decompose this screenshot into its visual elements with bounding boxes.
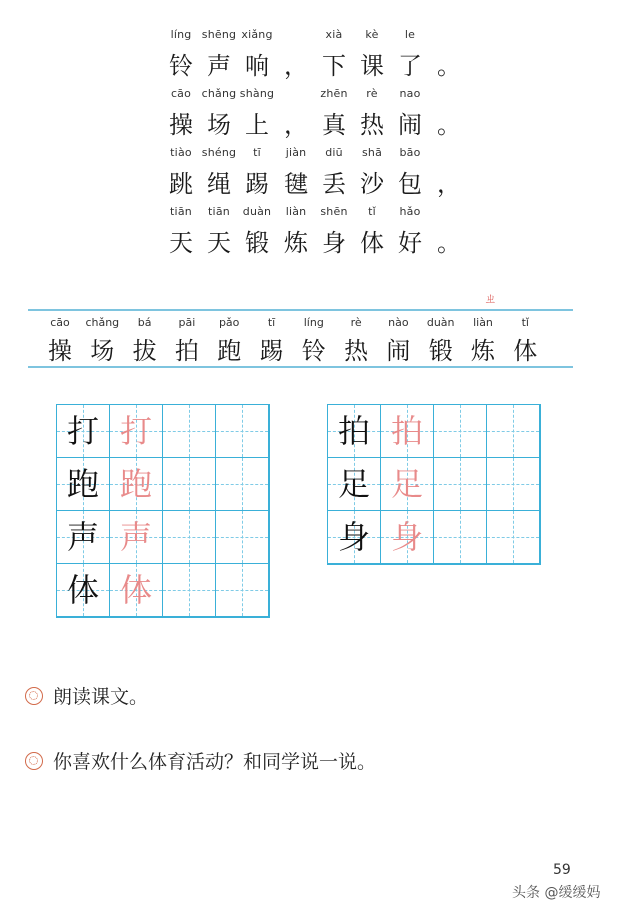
grid-guide-line: [163, 431, 215, 432]
hanzi: 真: [322, 111, 346, 139]
hanzi: 声: [207, 52, 231, 80]
hanzi: 包: [398, 170, 422, 198]
hanzi: 沙: [360, 170, 384, 198]
pinyin: líng: [170, 28, 192, 41]
trace-character: 身: [390, 518, 423, 556]
hanzi: ，: [437, 170, 461, 198]
writing-grid-left: [56, 404, 270, 618]
vocab-hanzi: 踢: [259, 337, 284, 365]
pinyin: shéng: [201, 146, 237, 159]
hanzi: 响: [245, 52, 269, 80]
task-bullet-icon: [25, 752, 43, 770]
hanzi: 。: [437, 229, 461, 257]
hanzi: 课: [360, 52, 384, 80]
trace-character: 打: [119, 412, 152, 450]
vocab-hanzi: 拍: [174, 337, 199, 365]
hanzi: 下: [322, 52, 346, 80]
pinyin: nao: [399, 87, 421, 100]
grid-guide-line: [163, 537, 215, 538]
grid-guide-line: [216, 431, 268, 432]
model-character: 身: [337, 518, 370, 556]
hanzi: 丢: [322, 170, 346, 198]
hanzi: 好: [398, 229, 422, 257]
grid-trace-cell: [381, 458, 434, 511]
hanzi: 操: [169, 111, 193, 139]
hanzi: 天: [169, 229, 193, 257]
vocab-pinyin: bá: [137, 316, 152, 329]
grid-guide-line: [216, 590, 268, 591]
stroke-mark: ㄓ: [484, 292, 498, 307]
model-character: 足: [337, 465, 370, 503]
pinyin: hǎo: [399, 205, 421, 218]
vocab-hanzi: 铃: [301, 337, 326, 365]
grid-model-cell: [57, 405, 110, 458]
trace-character: 拍: [390, 412, 423, 450]
pinyin: xiǎng: [241, 28, 273, 41]
grid-guide-line: [216, 537, 268, 538]
hanzi: 。: [437, 111, 461, 139]
model-character: 拍: [337, 412, 370, 450]
watermark: 头条 @缓缓妈: [512, 885, 601, 901]
grid-empty-cell[interactable]: [163, 405, 216, 458]
grid-guide-line: [487, 537, 539, 538]
grid-model-cell: [328, 511, 381, 564]
model-character: 声: [66, 518, 99, 556]
grid-guide-line: [163, 590, 215, 591]
grid-empty-cell[interactable]: [216, 564, 269, 617]
hanzi: 热: [360, 111, 384, 139]
vocab-pinyin: pāi: [178, 316, 196, 329]
grid-empty-cell[interactable]: [487, 458, 540, 511]
pinyin: shēn: [320, 205, 348, 218]
task-discuss: [25, 747, 376, 774]
hanzi: 毽: [284, 170, 308, 198]
pinyin: xià: [325, 28, 343, 41]
grid-empty-cell[interactable]: [487, 511, 540, 564]
pinyin: rè: [366, 87, 378, 100]
task-discuss-text: 你喜欢什么体育活动？和同学说一说。: [53, 751, 377, 773]
hanzi: 上: [245, 111, 269, 139]
task-read: [25, 682, 148, 709]
grid-guide-line: [434, 537, 486, 538]
hanzi: 铃: [169, 52, 193, 80]
vocab-hanzi: 热: [344, 337, 369, 365]
pinyin: chǎng: [201, 87, 237, 100]
pinyin: shàng: [239, 87, 275, 100]
hanzi: ，: [284, 111, 308, 139]
vocab-pinyin: tī: [267, 316, 276, 329]
vocab-pinyin: pǎo: [218, 316, 240, 329]
model-character: 体: [66, 571, 99, 609]
pinyin: tǐ: [368, 205, 376, 218]
hanzi: ，: [284, 52, 308, 80]
pinyin: jiàn: [285, 146, 307, 159]
vocab-bottom-line: [28, 366, 573, 368]
vocab-hanzi: 场: [90, 337, 115, 365]
pinyin: bāo: [399, 146, 421, 159]
grid-model-cell: [57, 458, 110, 511]
pinyin: liàn: [285, 205, 307, 218]
vocab-hanzi: 体: [513, 337, 538, 365]
writing-grid-right: [327, 404, 541, 565]
vocab-pinyin: tǐ: [521, 316, 529, 329]
task-read-text: 朗读课文。: [53, 686, 149, 708]
vocab-pinyin: chǎng: [85, 316, 120, 329]
grid-trace-cell: [381, 405, 434, 458]
vocab-hanzi: 锻: [428, 337, 453, 365]
grid-trace-cell: [110, 405, 163, 458]
hanzi: 场: [207, 111, 231, 139]
pinyin: duàn: [242, 205, 272, 218]
pinyin: tiān: [170, 205, 192, 218]
pinyin: shā: [361, 146, 383, 159]
vocab-hanzi: 拔: [132, 337, 157, 365]
vocab-pinyin: cāo: [50, 316, 70, 329]
hanzi: 锻: [245, 229, 269, 257]
page-number: 59: [553, 862, 571, 878]
pinyin: zhēn: [320, 87, 348, 100]
hanzi: 踢: [245, 170, 269, 198]
grid-trace-cell: [110, 458, 163, 511]
hanzi: 身: [322, 229, 346, 257]
model-character: 跑: [66, 465, 99, 503]
grid-model-cell: [328, 405, 381, 458]
grid-guide-line: [434, 484, 486, 485]
grid-model-cell: [328, 458, 381, 511]
grid-guide-line: [487, 484, 539, 485]
grid-empty-cell[interactable]: [434, 405, 487, 458]
hanzi: 跳: [169, 170, 193, 198]
hanzi: 天: [207, 229, 231, 257]
grid-trace-cell: [381, 511, 434, 564]
grid-model-cell: [57, 564, 110, 617]
pinyin: kè: [365, 28, 379, 41]
trace-character: 体: [119, 571, 152, 609]
grid-guide-line: [487, 431, 539, 432]
hanzi: 闹: [398, 111, 422, 139]
trace-character: 跑: [119, 465, 152, 503]
grid-guide-line: [216, 484, 268, 485]
vocab-pinyin: nào: [388, 316, 409, 329]
hanzi: 炼: [284, 229, 308, 257]
task-bullet-icon: [25, 687, 43, 705]
grid-guide-line: [434, 431, 486, 432]
vocab-pinyin: rè: [350, 316, 362, 329]
grid-trace-cell: [110, 511, 163, 564]
grid-empty-cell[interactable]: [163, 458, 216, 511]
grid-empty-cell[interactable]: [487, 405, 540, 458]
hanzi: 绳: [207, 170, 231, 198]
pinyin: tiào: [170, 146, 192, 159]
vocab-pinyin: liàn: [473, 316, 493, 329]
trace-character: 足: [390, 465, 423, 503]
vocab-hanzi: 操: [48, 337, 72, 365]
grid-trace-cell: [110, 564, 163, 617]
grid-model-cell: [57, 511, 110, 564]
pinyin: tiān: [208, 205, 230, 218]
grid-guide-line: [163, 484, 215, 485]
pinyin: cāo: [170, 87, 192, 100]
grid-empty-cell[interactable]: [216, 405, 269, 458]
vocab-hanzi: 炼: [471, 337, 495, 365]
grid-empty-cell[interactable]: [163, 511, 216, 564]
vocab-hanzi: 闹: [386, 337, 411, 365]
grid-empty-cell[interactable]: [216, 511, 269, 564]
model-character: 打: [66, 412, 99, 450]
pinyin: diū: [325, 146, 343, 159]
grid-empty-cell[interactable]: [163, 564, 216, 617]
trace-character: 声: [119, 518, 152, 556]
vocab-top-line: [28, 309, 573, 311]
hanzi: 。: [437, 52, 461, 80]
hanzi: 体: [360, 229, 384, 257]
vocab-pinyin: duàn: [426, 316, 455, 329]
grid-empty-cell[interactable]: [434, 458, 487, 511]
vocab-pinyin: líng: [303, 316, 324, 329]
pinyin: shēng: [201, 28, 237, 41]
hanzi: 了: [398, 52, 422, 80]
pinyin: le: [404, 28, 416, 41]
pinyin: tī: [253, 146, 261, 159]
vocab-hanzi: 跑: [217, 337, 242, 365]
grid-empty-cell[interactable]: [434, 511, 487, 564]
grid-empty-cell[interactable]: [216, 458, 269, 511]
